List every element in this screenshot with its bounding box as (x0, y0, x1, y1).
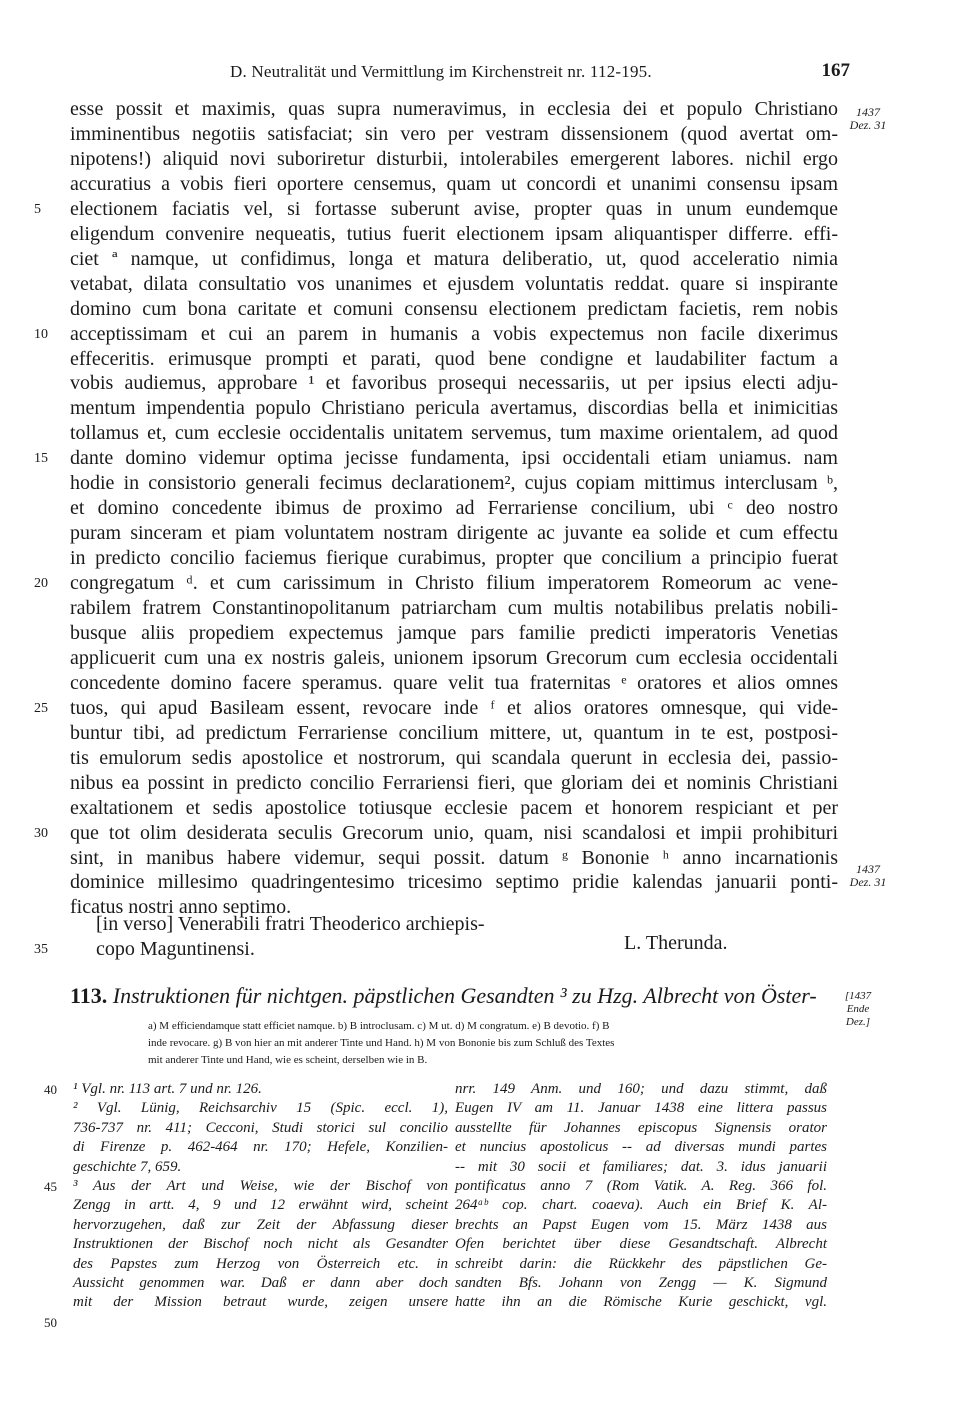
footnote-line: di Firenze p. 462-464 nr. 170; Hefele, Konzilien- (73, 1139, 448, 1156)
footnote-line: Zengg in artt. 4, 9 und 12 erwähnt wird, scheint (73, 1197, 448, 1214)
line-number: 10 (34, 326, 48, 342)
margin-date-top (838, 106, 898, 132)
text-line: que tot olim desiderata seculis Grecorum unio, quam, nisi scandalosi et impii prohibituri (70, 821, 838, 844)
text-line: nibus ea possint in predicto concilio Ferrariensi fieri, que gloriam dei et nominis Christiani (70, 771, 838, 794)
text-line: tollamus et, cum ecclesie occidentalis unitatem servemus, tum maxime orientalem, ad quod (70, 422, 838, 445)
text-line: rabilem fratrem Constantinopolitanum patriarcham cum multis notabilibus prelatis nobili- (70, 597, 838, 619)
footnote-line: nrr. 149 Anm. und 160; und dazu stimmt, daß (455, 1081, 827, 1097)
footnote-line: ausstellte für Johannes episcopus Signensis orator (455, 1119, 827, 1136)
heading-margin-end: Ende (846, 1003, 870, 1015)
footnotes-right-column (455, 1080, 827, 1313)
address-line-2: copo Maguntinensi. (96, 938, 255, 960)
page-number: 167 (821, 60, 850, 81)
apparatus-note: a) M efficiendamque statt efficiet namque. b) B introclusam. c) M ut. d) M congratum. e) B devotio. f) B (148, 1020, 610, 1032)
margin-date-year: 1437 (856, 105, 880, 119)
margin-date-day: Dez. 31 (849, 118, 887, 132)
text-line: congregatum ᵈ. et cum carissimum in Christo filium imperatorem Romeorum ac vene- (70, 572, 838, 595)
text-line: ficatus nostri anno septimo. (70, 896, 292, 919)
text-line: dante domino videmur optima jecisse fundamenta, ipsi occidentali etiam uniamus. nam (70, 447, 838, 470)
footnote-line: ² Vgl. Lünig, Reichsarchiv 15 (Spic. eccl. 1), (73, 1100, 448, 1117)
text-line: effeceritis. erimusque prompti et parati, quod bene condigne et laudabiliter factum a (70, 347, 838, 370)
line-number: 35 (34, 942, 48, 957)
footnote-line-number: 50 (44, 1315, 57, 1330)
footnote-line: schreibt darin: die Rückkehr des päpstlichen Ge- (455, 1255, 827, 1272)
footnote-line: et nuncius apostolicus -- ad diversas mundi partes (455, 1139, 827, 1156)
heading-margin-month: Dez.] (845, 1016, 871, 1028)
heading-margin-date (828, 990, 888, 1029)
text-line: puram sinceram et piam voluntatem nostram dirigente ac juvante ea solide et cum effectu (70, 522, 838, 545)
address-in-verso (96, 912, 516, 962)
margin-date-bottom (838, 863, 898, 889)
text-line: acceptissimam et cui an parem in humanis a vobis expectemus non facile dixerimus (70, 322, 838, 345)
text-line: in predicto concilio faciemus fierique curabimus, propter que concilium a principio fuerat (70, 547, 838, 570)
heading-margin-year: [1437 (844, 990, 872, 1002)
document-number: 113. (70, 983, 108, 1008)
document-title: Instruktionen für nichtgen. päpstlichen Gesandten ³ zu Hzg. Albrecht von Öster- (112, 983, 817, 1008)
document-heading (70, 983, 838, 1009)
footnote-line: ³ Aus der Art und Weise, wie der Bischof von (73, 1178, 448, 1195)
apparatus-note: mit anderer Tinte und Hand, wie es scheint, derselben wie in B. (148, 1054, 428, 1066)
footnote-line-number: 45 (44, 1179, 57, 1194)
footnote-line: sandten Bfs. Johann von Zengg — K. Sigmund (455, 1275, 827, 1292)
text-line: tuos, qui apud Basileam essent, revocare inde ᶠ et alios oratores omnesque, qui vide- (70, 696, 838, 719)
text-line: tis emulorum sedis apostolice et nostrorum, qui scandala querunt in ecclesia dei, passio- (70, 746, 838, 769)
text-line: exaltationem et sedis apostolice totiusque ecclesie pacem et honorem respiciant et per (70, 796, 838, 819)
text-line: imminentibus negotiis satisfaciat; sin vero per vestram dissensionem (quod avertat om- (70, 122, 838, 145)
text-line: buntur tibi, ad predictum Ferrariense concilium mittere, ut, quantum in te est, postposi- (70, 721, 838, 744)
signature: L. Therunda. (624, 932, 728, 954)
line-number: 20 (34, 576, 48, 592)
text-line: sint, in manibus habere videmur, sequi possit. datum ᵍ Bononie ʰ anno incarnationis (70, 846, 838, 869)
footnote-line: mit der Mission betraut wurde, zeigen unsere (73, 1294, 448, 1311)
text-line: domino cum bona caritate et comuni consensu electionem predictam facietis, rem nobis (70, 297, 838, 320)
footnote-line: pontificatus anno 7 (Rom Vatik. A. Reg. 366 fol. (455, 1178, 827, 1195)
running-head (230, 62, 850, 86)
text-line: mentum impendentia populo Christiano pericula avertamus, discordias bella et inimicitias (70, 397, 838, 420)
line-number: 5 (34, 201, 41, 217)
line-number: 30 (34, 825, 48, 841)
footnotes-left-column (73, 1080, 448, 1313)
footnote-line: geschichte 7, 659. (73, 1158, 182, 1175)
text-line: vobis audiemus, approbare ¹ et favoribus prosequi necessariis, ut per ipsius electi adju- (70, 372, 838, 395)
text-line: hodie in consistorio generali fecimus declarationem², cujus copiam mittimus interclusam ᵇ, (70, 472, 838, 495)
footnote-line-number: 40 (44, 1082, 57, 1097)
text-line: ciet ª namque, ut confidimus, longa et matura deliberatio, ut, quod acceleratio nimia (70, 247, 838, 270)
text-line: accuratius a vobis fieri oportere censemus, quam ut concordi et unanimi consensu ipsam (70, 172, 838, 195)
footnote-line: Instruktionen der Bischof noch nicht als Gesandter (73, 1236, 448, 1253)
footnote-line: 264ᵃᵇ cop. chart. coaeva). Auch ein Brief K. Al- (455, 1197, 827, 1214)
apparatus-note: inde revocare. g) B von hier an mit anderer Tinte und Hand. h) M von Bononie bis zum Schluß des Textes (148, 1037, 615, 1049)
footnote-line: ¹ Vgl. nr. 113 art. 7 und nr. 126. (73, 1081, 262, 1097)
margin-date-day: Dez. 31 (849, 875, 887, 889)
text-line: dominice millesimo quadringentesimo tricesimo septimo pridie kalendas januarii ponti- (70, 871, 838, 894)
footnote-line: Eugen IV am 11. Januar 1438 eine littera passus (455, 1100, 827, 1117)
line-number: 15 (34, 451, 48, 467)
footnote-line: -- mit 30 socii et familiares; dat. 3. idus januarii (455, 1158, 827, 1175)
text-line: electionem faciatis vel, si fortasse suberunt avise, propter quas in unum eundemque (70, 197, 838, 220)
running-head-title: D. Neutralität und Vermittlung im Kirchenstreit nr. 112-195. (230, 62, 652, 81)
footnote-line: 736-737 nr. 411; Cecconi, Studi storici sul concilio (73, 1119, 448, 1136)
text-line: busque aliis propediem expectemus jamque pars familie predicti imperatoris Venetias (70, 621, 838, 644)
footnote-line: brechts an Papst Eugen vom 15. März 1438 aus (455, 1216, 827, 1233)
text-line: vetabat, dilata consultatio vos unanimes et ejusdem voluntatis reddat. quare si inspirante (70, 272, 838, 295)
text-line: et domino concedente ibimus de proximo ad Ferrariense concilium, ubi ᶜ deo nostro (70, 497, 838, 520)
footnote-line: Ofen berichtet über diese Gesandtschaft. Albrecht (455, 1236, 827, 1253)
text-line: applicuerit cum una ex nostris galeis, unionem ipsorum Grecorum cum ecclesia occidentali (70, 646, 838, 669)
text-line: eligendum convenire nequeatis, tutius fuerit electionem ipsam aliquantisper differre. effi- (70, 222, 838, 245)
footnote-line: hatte ihn an die Römische Kurie geschickt, vgl. (455, 1294, 827, 1311)
footnote-line: des Papstes zum Herzog von Österreich etc. in (73, 1255, 448, 1272)
line-number: 25 (34, 700, 48, 716)
margin-date-year: 1437 (856, 862, 880, 876)
footnote-line: hervorzugehen, daß zur Zeit der Abfassung dieser (73, 1216, 448, 1233)
text-line: esse possit et maximis, quas supra numeravimus, in ecclesia dei et populo Christiano (70, 98, 838, 120)
text-line: concedente domino facere speramus. quare velit tua fraternitas ᵉ oratores et alios omnes (70, 671, 838, 694)
text-line: nipotens!) aliquid novi suboriretur disturbii, intolerabiles emergerent labores. nichil ergo (70, 147, 838, 170)
footnote-line: Aussicht genommen war. Daß er dann aber doch (73, 1275, 448, 1292)
address-line-1: [in verso] Venerabili fratri Theoderico archiepis- (96, 913, 485, 935)
